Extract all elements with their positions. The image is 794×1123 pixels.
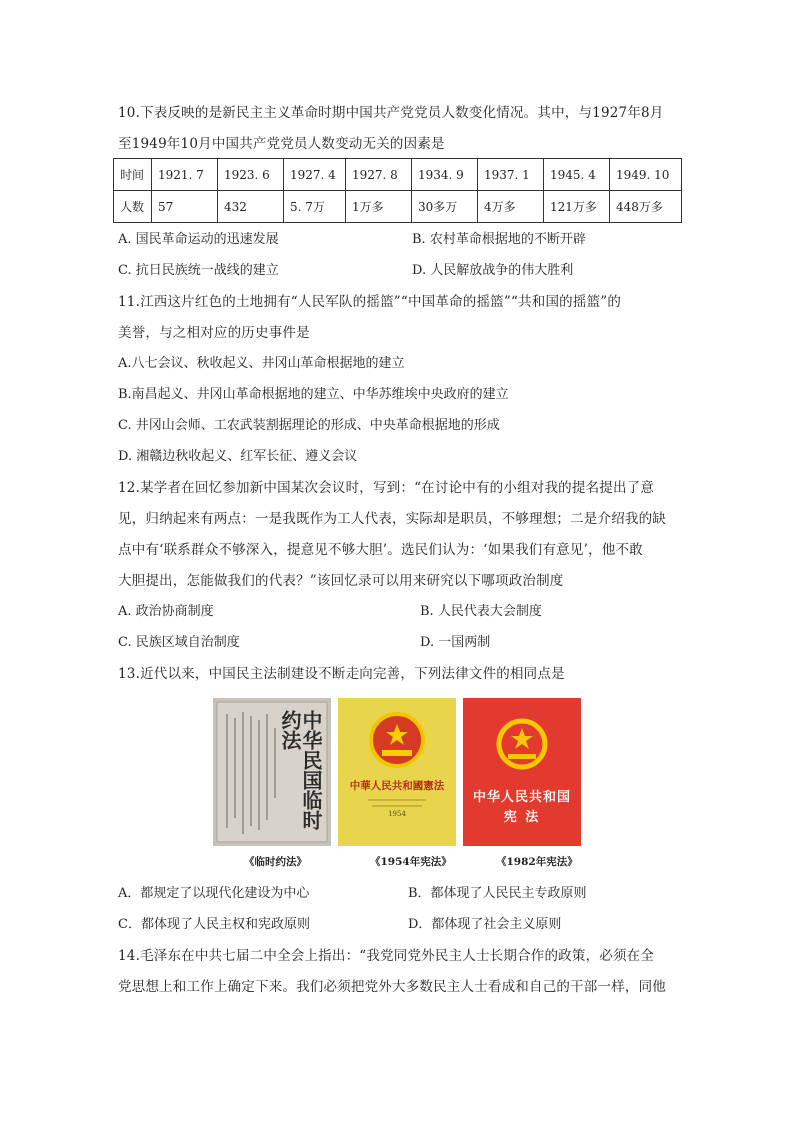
q11-option-a: A.八七会议、秋收起义、井冈山革命根据地的建立 [118,356,405,371]
q10-stem-line2: 至1949年10月中国共产党党员人数变动无关的因素是 [118,136,445,152]
q14-stem-line2: 党思想上和工作上确定下来。我们必须把党外大多数民主人士看成和自己的干部一样，同他 [118,979,666,995]
count-cell: 30多万 [412,191,478,223]
time-cell: 1921. 7 [152,159,218,191]
count-cell: 5. 7万 [284,191,346,223]
q11-stem-line1: 11.江西这片红色的土地拥有“人民军队的摇篮”“中国革命的摇篮”“共和国的摇篮”的 [118,294,622,310]
1954-constitution-year: 1954 [388,810,406,818]
q13-option-d: D．都体现了社会主义原则 [408,917,562,932]
q11-option-b: B.南昌起义、井冈山革命根据地的建立、中华苏维埃中央政府的建立 [118,387,509,402]
caption-provisional-constitution: 《临时约法》 [244,856,307,868]
time-cell: 1934. 9 [412,159,478,191]
national-emblem-icon [338,698,456,846]
q10-option-a: A. 国民革命运动的迅速发展 [118,232,279,247]
table-row-count [114,191,682,223]
figure-1954-constitution [338,698,456,846]
q12-stem-line1: 12.某学者在回忆参加新中国某次会议时，写到：“在讨论中有的小组对我的提名提出了意 [118,480,655,496]
q10-option-d: D. 人民解放战争的伟大胜利 [412,263,574,278]
q12-option-b: B. 人民代表大会制度 [420,604,542,619]
time-cell: 1949. 10 [610,159,682,191]
caption-1954-constitution: 《1954年宪法》 [370,856,452,868]
count-cell: 4万多 [478,191,544,223]
q10-stem-line1: 10.下表反映的是新民主主义革命时期中国共产党党员人数变化情况。其中，与1927年8月 [118,105,664,121]
caption-1982-constitution: 《1982年宪法》 [496,856,578,868]
q10-option-c: C. 抗日民族统一战线的建立 [118,263,279,278]
q11-option-c: C. 井冈山会师、工农武装割据理论的形成、中央革命根据地的形成 [118,418,500,433]
q14-stem-line1: 14.毛泽东在中共七届二中全会上指出：“我党同党外民主人士长期合作的政策，必须在全 [118,948,655,964]
row-label-count: 人数 [114,191,152,223]
table-row-time [114,159,682,191]
time-cell: 1927. 4 [284,159,346,191]
q13-option-a: A．都规定了以现代化建设为中心 [118,886,310,901]
provisional-constitution-title: 中华民国临时约法 [278,710,323,830]
q12-option-d: D. 一国两制 [420,635,491,650]
q10-membership-table [113,158,682,223]
time-cell: 1945. 4 [544,159,610,191]
count-cell: 432 [218,191,284,223]
1982-constitution-title-line2: 宪 法 [503,810,541,825]
1954-constitution-title: 中華人民共和國憲法 [349,780,445,792]
1982-constitution-title-line1: 中华人民共和国 [472,790,571,805]
count-cell: 121万多 [544,191,610,223]
count-cell: 57 [152,191,218,223]
row-label-time: 时间 [114,159,152,191]
q10-option-b: B. 农村革命根据地的不断开辟 [412,232,586,247]
q12-stem-line2: 见，归纳起来有两点：一是我既作为工人代表，实际却是职员，不够理想；二是介绍我的缺 [118,511,666,527]
time-cell: 1937. 1 [478,159,544,191]
q13-option-b: B．都体现了人民民主专政原则 [408,886,587,901]
q13-option-c: C．都体现了人民主权和宪政原则 [118,917,310,932]
count-cell: 1万多 [346,191,412,223]
q11-option-d: D. 湘赣边秋收起义、红军长征、遵义会议 [118,449,358,464]
q12-stem-line3: 点中有‘联系群众不够深入，提意见不够大胆’。选民们认为：‘如果我们有意见’，他不敢 [118,542,643,558]
q13-stem-line1: 13.近代以来，中国民主法制建设不断走向完善，下列法律文件的相同点是 [118,666,565,682]
count-cell: 448万多 [610,191,682,223]
figure-provisional-constitution [213,698,331,846]
time-cell: 1923. 6 [218,159,284,191]
q12-option-a: A. 政治协商制度 [118,604,214,619]
q12-stem-line4: 大胆提出，怎能做我们的代表？”该回忆录可以用来研究以下哪项政治制度 [118,573,564,589]
q11-stem-line2: 美誉，与之相对应的历史事件是 [118,325,310,341]
q12-option-c: C. 民族区域自治制度 [118,635,240,650]
time-cell: 1927. 8 [346,159,412,191]
figure-1982-constitution [463,698,581,846]
